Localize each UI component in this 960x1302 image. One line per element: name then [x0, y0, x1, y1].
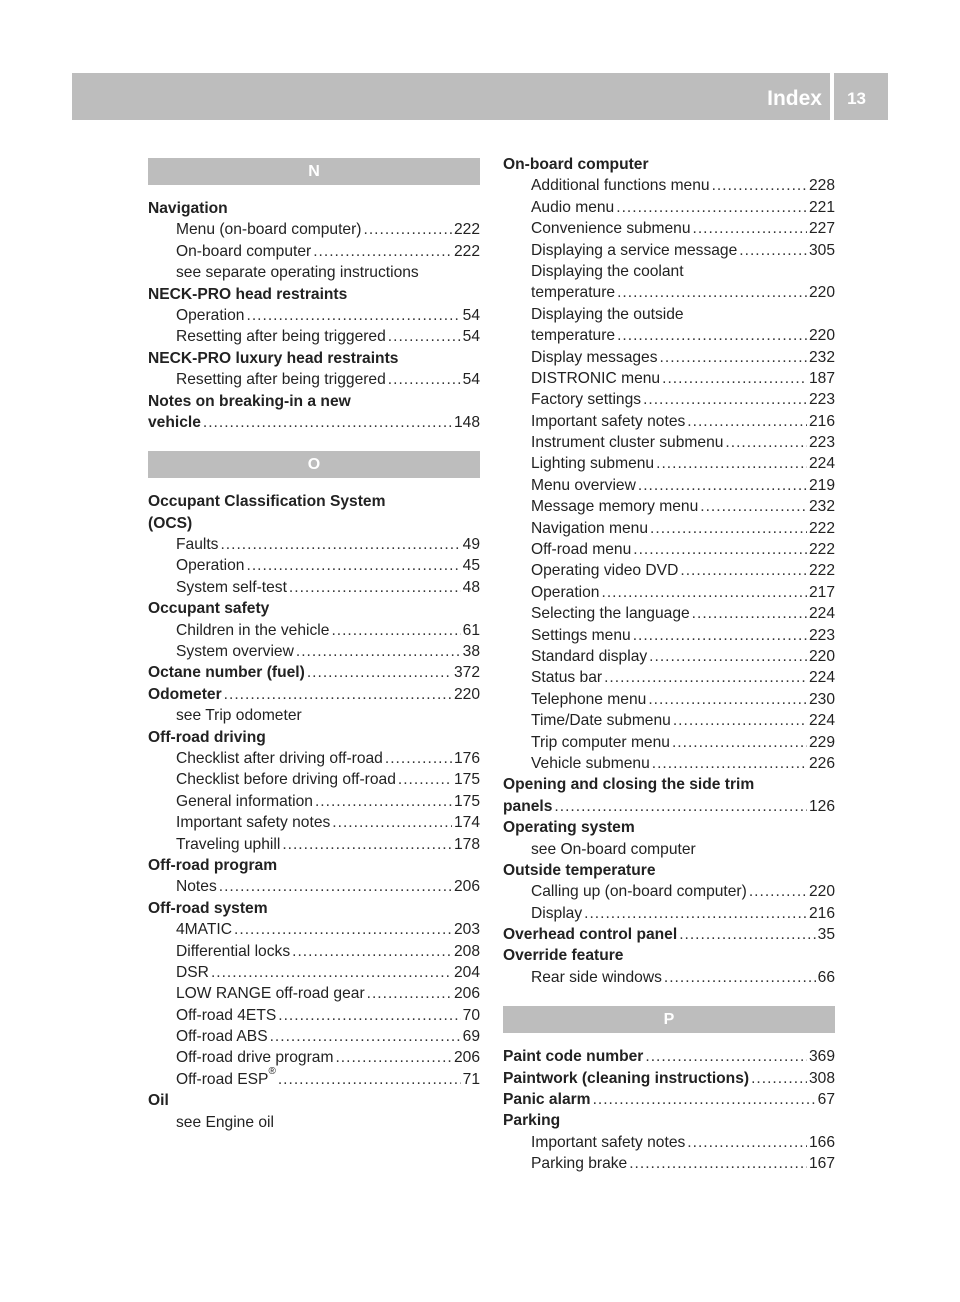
- index-entry: Octane number (fuel) ..... 372: [148, 662, 480, 683]
- index-entry: panels ..... 126: [503, 796, 835, 817]
- index-see-reference: see Trip odometer: [176, 707, 302, 725]
- index-entry: Display ..... 216: [503, 903, 835, 924]
- index-entry: Faults ..... 49: [148, 534, 480, 555]
- index-entry: Menu (on-board computer) ..... 222: [148, 219, 480, 240]
- index-entry: Important safety notes ..... 166: [503, 1132, 835, 1153]
- index-entry: Odometer ..... 220: [148, 684, 480, 705]
- index-heading: Operating system: [503, 819, 635, 837]
- index-entry-line: Displaying the coolant: [531, 262, 684, 280]
- index-entry: Notes ..... 206: [148, 876, 480, 897]
- index-see-reference: see separate operating instructions: [176, 264, 419, 282]
- index-entry: Display messages ..... 232: [503, 347, 835, 368]
- index-heading: Oil: [148, 1092, 169, 1110]
- index-entry: Factory settings ..... 223: [503, 389, 835, 410]
- index-entry: Checklist after driving off-road ..... 176: [148, 748, 480, 769]
- index-see-reference: see On-board computer: [531, 840, 696, 858]
- index-entry: Resetting after being triggered ..... 54: [148, 326, 480, 347]
- index-entry: Children in the vehicle ..... 61: [148, 620, 480, 641]
- index-entry: Message memory menu ..... 232: [503, 496, 835, 517]
- index-entry: Convenience submenu ..... 227: [503, 218, 835, 239]
- index-heading: Off-road program: [148, 856, 278, 874]
- index-heading: NECK-PRO luxury head restraints: [148, 349, 399, 367]
- index-entry: Rear side windows ..... 66: [503, 967, 835, 988]
- header-title: Index: [767, 87, 822, 110]
- index-entry: Instrument cluster submenu ..... 223: [503, 432, 835, 453]
- index-heading: Occupant safety: [148, 600, 270, 618]
- index-entry: Resetting after being triggered ..... 54: [148, 369, 480, 390]
- index-entry: Status bar ..... 224: [503, 667, 835, 688]
- index-heading: On-board computer: [503, 156, 649, 173]
- index-entry: Settings menu ..... 223: [503, 625, 835, 646]
- index-entry: Overhead control panel ..... 35: [503, 924, 835, 945]
- page-header: [72, 73, 888, 120]
- index-entry: Operating video DVD ..... 222: [503, 560, 835, 581]
- index-entry: System overview ..... 38: [148, 641, 480, 662]
- index-entry: Important safety notes ..... 216: [503, 411, 835, 432]
- index-entry: Off-road ABS ..... 69: [148, 1026, 480, 1047]
- index-entry: Additional functions menu ..... 228: [503, 175, 835, 196]
- index-entry: temperature ..... 220: [503, 282, 835, 303]
- index-entry: Trip computer menu ..... 229: [503, 732, 835, 753]
- index-entry: Parking brake ..... 167: [503, 1153, 835, 1174]
- index-entry: temperature ..... 220: [503, 325, 835, 346]
- index-entry: Operation ..... 217: [503, 582, 835, 603]
- index-heading: (OCS): [148, 514, 193, 532]
- index-heading: Outside temperature: [503, 861, 656, 879]
- index-entry: Time/Date submenu ..... 224: [503, 710, 835, 731]
- index-entry: Paintwork (cleaning instructions) ..... 308: [503, 1068, 835, 1089]
- registered-mark: ®: [268, 1065, 276, 1077]
- index-entry: General information ..... 175: [148, 791, 480, 812]
- index-entry: Telephone menu ..... 230: [503, 689, 835, 710]
- index-entry: Traveling uphill ..... 178: [148, 834, 480, 855]
- index-entry: System self-test ..... 48: [148, 577, 480, 598]
- index-entry: Displaying a service message ..... 305: [503, 240, 835, 261]
- index-heading: Override feature: [503, 947, 624, 965]
- index-entry: Paint code number ..... 369: [503, 1046, 835, 1067]
- index-entry: Menu overview ..... 219: [503, 475, 835, 496]
- header-divider: [830, 73, 834, 120]
- index-entry: Off-road drive program ..... 206: [148, 1047, 480, 1068]
- index-entry: Audio menu ..... 221: [503, 197, 835, 218]
- index-column-right: [503, 154, 835, 1175]
- section-bar-n: N: [148, 158, 480, 185]
- index-entry: Differential locks ..... 208: [148, 941, 480, 962]
- index-entry: Lighting submenu ..... 224: [503, 453, 835, 474]
- index-see-reference: see Engine oil: [176, 1113, 274, 1131]
- index-entry: DSR ..... 204: [148, 962, 480, 983]
- index-entry: Checklist before driving off-road ..... 175: [148, 769, 480, 790]
- page-number: 13: [847, 89, 866, 108]
- index-heading: Off-road system: [148, 899, 268, 917]
- index-entry: Operation ..... 45: [148, 555, 480, 576]
- index-entry: Standard display ..... 220: [503, 646, 835, 667]
- index-heading: Parking: [503, 1112, 561, 1130]
- index-entry: Operation ..... 54: [148, 305, 480, 326]
- index-heading: Opening and closing the side trim: [503, 776, 755, 794]
- index-heading: Occupant Classification System: [148, 493, 386, 511]
- index-column-left: [148, 154, 480, 1133]
- index-entry: Navigation menu ..... 222: [503, 518, 835, 539]
- index-entry: On-board computer ..... 222: [148, 241, 480, 262]
- index-heading: Navigation: [148, 200, 228, 217]
- index-entry: DISTRONIC menu ..... 187: [503, 368, 835, 389]
- index-entry: Selecting the language ..... 224: [503, 603, 835, 624]
- index-entry: LOW RANGE off-road gear ..... 206: [148, 983, 480, 1004]
- index-entry: Vehicle submenu ..... 226: [503, 753, 835, 774]
- index-entry: Off-road 4ETS ..... 70: [148, 1005, 480, 1026]
- index-entry: Calling up (on-board computer) ..... 220: [503, 881, 835, 902]
- section-bar-o: O: [148, 451, 480, 478]
- index-heading: Notes on breaking-in a new: [148, 392, 351, 410]
- index-entry: 4MATIC ..... 203: [148, 919, 480, 940]
- index-entry: Important safety notes ..... 174: [148, 812, 480, 833]
- index-entry: vehicle ..... 148: [148, 412, 480, 433]
- index-entry: Off-road ESP® ..... 71: [148, 1069, 480, 1090]
- index-heading: NECK-PRO head restraints: [148, 285, 348, 303]
- index-entry: Panic alarm ..... 67: [503, 1089, 835, 1110]
- section-bar-p: P: [503, 1006, 835, 1033]
- index-heading: Off-road driving: [148, 728, 266, 746]
- index-entry: Off-road menu ..... 222: [503, 539, 835, 560]
- index-entry-line: Displaying the outside: [531, 305, 684, 323]
